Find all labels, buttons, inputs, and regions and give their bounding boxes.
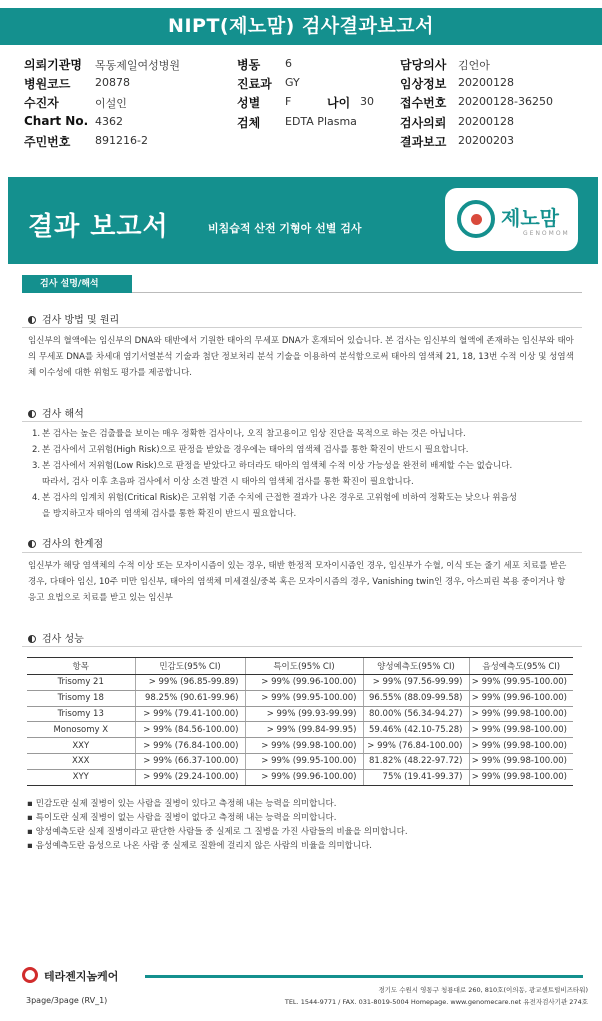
table-cell: > 99% (99.96-100.00) [469, 690, 573, 706]
company-logo-icon [22, 967, 38, 983]
interpretation-list [32, 426, 577, 522]
table-cell: > 99% (99.98-100.00) [469, 738, 573, 754]
list-item: 2. 본 검사에서 고위험(High Risk)으로 판정을 받았을 경우에는 태아의 염색체 검사를 통한 확진이 반드시 필요합니다. [32, 445, 469, 455]
table-row [27, 738, 573, 754]
info-label: 진료과 [237, 77, 272, 91]
info-label: 성별 [237, 96, 261, 110]
info-label: 접수번호 [400, 96, 447, 110]
section-tag: 검사 설명/해석 [22, 275, 132, 293]
info-label: 결과보고 [400, 135, 447, 149]
info-label: 수진자 [24, 96, 59, 110]
half-circle-bullet-icon [28, 635, 36, 643]
footer-divider [145, 975, 583, 978]
performance-table [27, 657, 573, 786]
table-cell: > 99% (99.95-100.00) [245, 690, 363, 706]
info-label: 병동 [237, 58, 261, 72]
divider [22, 327, 582, 328]
info-value: 20200128 [458, 115, 514, 128]
performance-notes [27, 797, 408, 853]
info-label-age: 나이 [327, 96, 351, 110]
performance-heading: 검사 성능 [28, 630, 84, 645]
table-cell: > 99% (97.56-99.99) [363, 675, 469, 691]
table-cell: Trisomy 13 [27, 706, 135, 722]
table-cell: > 99% (79.41-100.00) [135, 706, 245, 722]
info-label: 의뢰기관명 [24, 58, 82, 72]
table-cell: XXX [27, 753, 135, 769]
table-cell: > 99% (96.85-99.89) [135, 675, 245, 691]
table-cell: 80.00% (56.34-94.27) [363, 706, 469, 722]
info-label: 병원코드 [24, 77, 71, 91]
table-row [27, 690, 573, 706]
table-row [27, 753, 573, 769]
info-value: 20200128-36250 [458, 95, 553, 108]
info-value: 4362 [95, 115, 123, 128]
list-item: 4. 본 검사의 임계치 위험(Critical Risk)은 고위험 기준 수치에 근접한 결과가 나온 경우로 고위험에 비하여 정확도는 낮으나 위음성 을 방지하고자 태아의 염색체 검사를 통한 확진이 반드시 필요합니다. [32, 493, 517, 519]
divider [22, 552, 582, 553]
report-header-band [8, 177, 598, 264]
limits-text: 임신부가 해당 염색체의 수적 이상 또는 모자이시즘이 있는 경우, 태반 한정적 모자이시즘인 경우, 임신부가 수혈, 이식 또는 줄기 세포 치료를 받은 경우, 다태아 임신, 10주 미만 임신부, 태아의 염색체 미세결실/중복 혹은 모자이시즘의 경우, Vanishing twin인 경우, 아스피린 복용 중이거나 항 응고 요법으로 치료를 받고 있는 임신부 [28, 561, 567, 603]
info-value: 891216-2 [95, 134, 148, 147]
table-cell: 75% (19.41-99.37) [363, 769, 469, 785]
info-value: 20878 [95, 76, 130, 89]
info-value: 6 [285, 57, 292, 70]
table-cell: XXY [27, 738, 135, 754]
note-item: ▪ 특이도란 실제 질병이 없는 사람을 질병이 없다고 측정해 내는 능력을 의미합니다. [27, 811, 408, 825]
table-cell: > 99% (29.24-100.00) [135, 769, 245, 785]
info-label: 담당의사 [400, 58, 447, 72]
info-value: GY [285, 76, 300, 89]
table-row [27, 722, 573, 738]
info-value: 20200128 [458, 76, 514, 89]
info-value-age: 30 [360, 95, 374, 108]
document-title: NIPT(제노맘) 검사결과보고서 [0, 8, 602, 45]
table-cell: Monosomy X [27, 722, 135, 738]
table-cell: > 99% (99.98-100.00) [469, 753, 573, 769]
divider [22, 421, 582, 422]
logo-subtext: GENOMOM [523, 230, 570, 237]
section-header [22, 275, 582, 293]
column-header: 특이도(95% CI) [245, 658, 363, 675]
half-circle-bullet-icon [28, 316, 36, 324]
table-cell: > 99% (84.56-100.00) [135, 722, 245, 738]
info-label: 검체 [237, 116, 261, 130]
info-value: 이설인 [95, 97, 127, 110]
info-value: 목동제일여성병원 [95, 59, 181, 72]
info-label: 검사의뢰 [400, 116, 447, 130]
half-circle-bullet-icon [28, 540, 36, 548]
table-cell: > 99% (76.84-100.00) [363, 738, 469, 754]
table-cell: > 99% (99.96-100.00) [245, 675, 363, 691]
note-item: ▪ 음성예측도란 음성으로 나온 사람 중 실제로 질환에 걸리지 않은 사람의 비율을 의미합니다. [27, 839, 408, 853]
table-cell: Trisomy 18 [27, 690, 135, 706]
info-label: 주민번호 [24, 135, 71, 149]
table-cell: > 99% (99.84-99.95) [245, 722, 363, 738]
list-item: 3. 본 검사에서 저위험(Low Risk)으로 판정을 받았다고 하더라도 태아의 염색체 수적 이상 가능성을 완전히 배제할 수는 없습니다. 따라서, 검사 이후 초음파 검사에서 이상 소견 발견 시 태아의 염색체 검사를 통한 확진이 필요합니다. [32, 461, 513, 487]
report-title: 결과 보고서 [28, 212, 169, 242]
method-heading: 검사 방법 및 원리 [28, 311, 119, 326]
report-subtitle: 비침습적 산전 기형아 선별 검사 [208, 222, 362, 235]
genomom-logo-icon [457, 200, 495, 238]
table-row [27, 769, 573, 785]
table-cell: 81.82% (48.22-97.72) [363, 753, 469, 769]
table-cell: > 99% (99.98-100.00) [469, 722, 573, 738]
table-cell: > 99% (76.84-100.00) [135, 738, 245, 754]
footer-contact: TEL. 1544-9771 / FAX. 031-8019-5004 Homepage. www.genomecare.net 유전자검사기관 274호 [284, 998, 588, 1006]
table-cell: > 99% (99.95-100.00) [245, 753, 363, 769]
table-cell: > 99% (99.96-100.00) [245, 769, 363, 785]
table-cell: 98.25% (90.61-99.96) [135, 690, 245, 706]
info-value: F [285, 95, 292, 108]
note-item: ▪ 민감도란 실제 질병이 있는 사람을 질병이 있다고 측정해 내는 능력을 의미합니다. [27, 797, 408, 811]
table-cell: > 99% (99.98-100.00) [469, 706, 573, 722]
table-cell: > 99% (99.98-100.00) [469, 769, 573, 785]
table-cell: 96.55% (88.09-99.58) [363, 690, 469, 706]
genomom-logo [445, 188, 578, 251]
info-label: 임상정보 [400, 77, 447, 91]
column-header: 양성예측도(95% CI) [363, 658, 469, 675]
table-cell: > 99% (66.37-100.00) [135, 753, 245, 769]
note-item: ▪ 양성예측도란 실제 질병이라고 판단한 사람들 중 실제로 그 질병을 가진 사람들의 비율을 의미합니다. [27, 825, 408, 839]
patient-info [0, 52, 602, 152]
table-row [27, 706, 573, 722]
list-item: 1. 본 검사는 높은 검출률을 보이는 매우 정확한 검사이나, 오직 참고용이고 임상 진단을 목적으로 하는 것은 아닙니다. [32, 429, 466, 439]
interpretation-heading: 검사 해석 [28, 405, 84, 420]
table-cell: > 99% (99.93-99.99) [245, 706, 363, 722]
logo-text: 제노맘 [501, 206, 559, 230]
half-circle-bullet-icon [28, 410, 36, 418]
table-cell: XYY [27, 769, 135, 785]
info-value: 20200203 [458, 134, 514, 147]
column-header: 민감도(95% CI) [135, 658, 245, 675]
page-number: 3page/3page (RV_1) [26, 996, 108, 1005]
table-row [27, 675, 573, 691]
table-header-row [27, 658, 573, 675]
divider [22, 646, 582, 647]
limits-heading: 검사의 한계점 [28, 535, 103, 550]
table-cell: Trisomy 21 [27, 675, 135, 691]
method-text: 임신부의 혈액에는 임신부의 DNA와 태반에서 기원한 태아의 무세포 DNA가 혼재되어 있습니다. 본 검사는 임신부의 혈액에 존재하는 임신부와 태아의 무세포 DNA를 차세대 염기서열분석 기술과 첨단 정보처리 분석 기술을 이용하여 분석함으로써 태아의 염색체 21, 18, 13번 수적 이상 및 성염색체 이수성에 대한 위험도 평가를 제공합니다. [28, 336, 574, 378]
footer-address: 경기도 수원시 영통구 청룡대로 260, 810호(이의동, 광교센트럴비즈타워) [378, 986, 588, 994]
info-value: EDTA Plasma [285, 115, 357, 128]
info-value: 김언아 [458, 59, 490, 72]
info-label: Chart No. [24, 114, 89, 128]
table-cell: > 99% (99.95-100.00) [469, 675, 573, 691]
company-name: 테라젠지놈케어 [44, 970, 119, 983]
table-cell: 59.46% (42.10-75.28) [363, 722, 469, 738]
column-header: 항목 [27, 658, 135, 675]
column-header: 음성예측도(95% CI) [469, 658, 573, 675]
table-cell: > 99% (99.98-100.00) [245, 738, 363, 754]
